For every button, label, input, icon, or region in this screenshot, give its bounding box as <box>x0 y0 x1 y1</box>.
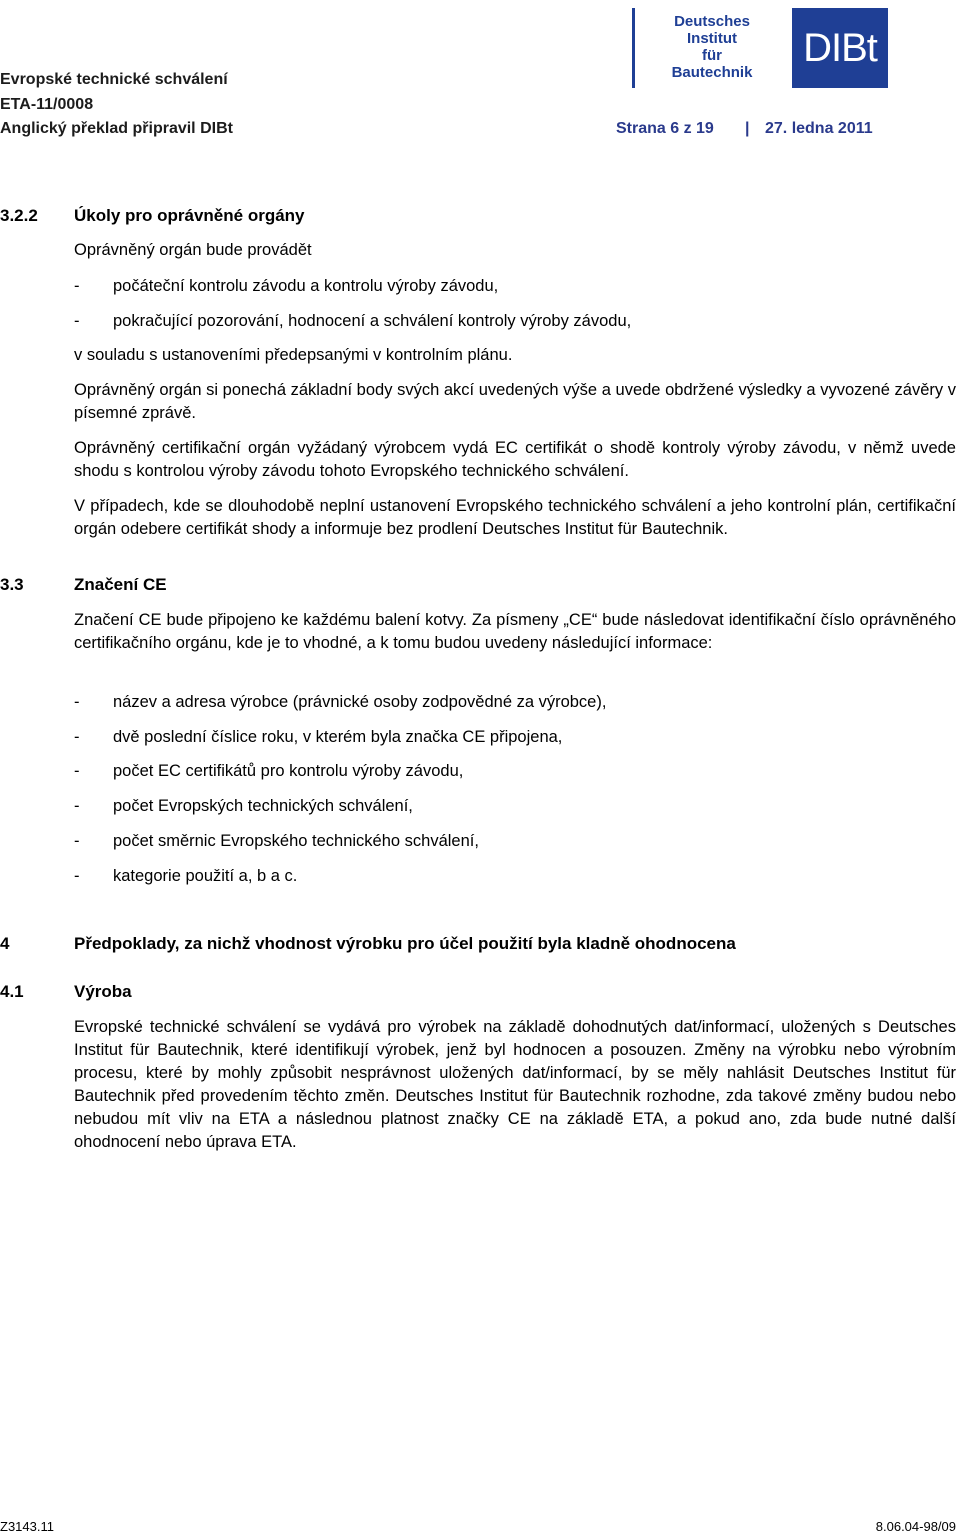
dibt-logo-mark: DIBt <box>803 26 877 70</box>
header-approval-title: Evropské technické schválení <box>0 71 228 88</box>
intro-text: Oprávněný orgán bude provádět <box>74 241 312 259</box>
logo-text-line: Deutsches <box>674 13 750 30</box>
header-translation-note: Anglický překlad připravil DIBt <box>0 120 233 137</box>
section-number: 4 <box>0 934 10 953</box>
section-title: Značení CE <box>74 575 167 594</box>
logo-text-line: Institut <box>687 30 737 47</box>
logo-text-line: für <box>702 47 722 64</box>
list-dash: - <box>74 762 80 780</box>
list-item: počáteční kontrolu závodu a kontrolu výroby závodu, <box>113 277 499 295</box>
list-dash: - <box>74 728 80 746</box>
list-item: název a adresa výrobce (právnické osoby zodpovědné za výrobce), <box>113 693 607 711</box>
header-eta-number: ETA-11/0008 <box>0 96 94 113</box>
list-dash: - <box>74 797 80 815</box>
section-title: Předpoklady, za nichž vhodnost výrobku pro účel použití byla kladně ohodnocena <box>74 934 736 953</box>
list-item: počet Evropských technických schválení, <box>113 797 413 815</box>
list-dash: - <box>74 312 80 330</box>
paragraph: Oprávněný orgán si ponechá základní body svých akcí uvedených výše a uvede obdržené výsledky a vyvozené závěry v písemné zprávě. <box>74 381 956 422</box>
list-dash: - <box>74 693 80 711</box>
list-dash: - <box>74 832 80 850</box>
list-dash: - <box>74 867 80 885</box>
section-number: 3.3 <box>0 575 24 594</box>
logo-institute-text <box>667 13 757 81</box>
header-page-number: Strana 6 z 19 <box>616 120 714 137</box>
section-number: 3.2.2 <box>0 206 38 225</box>
header-date: 27. ledna 2011 <box>765 120 873 137</box>
section-title: Výroba <box>74 982 132 1001</box>
dibt-logo <box>792 8 888 88</box>
footer-document-code: Z3143.11 <box>0 1519 54 1534</box>
list-item: počet směrnic Evropského technického schválení, <box>113 832 479 850</box>
paragraph: V případech, kde se dlouhodobě neplní ustanovení Evropského technického schválení a jeho kontrolní plán, certifikační orgán odebere certifikát shody a informuje bez prodlení Deutsches Institut für Bautechnik. <box>74 497 956 538</box>
list-item: dvě poslední číslice roku, v kterém byla značka CE připojena, <box>113 728 563 746</box>
paragraph: Evropské technické schválení se vydává pro výrobek na základě dohodnutých dat/informací, uložených s Deutsches Institut für Bautechnik, které identifikují výrobek, jenž byl hodnocen a posouzen. Změny na výrobku nebo výrobním procesu, které by mohly způsobit nesprávnost uložených dat/informací, by se měly nahlásit Deutsches Institut für Bautechnik před provedením těchto změn. Deutsches Institut für Bautechnik rozhodne, zda takové změny budou nebo nebudou mít vliv na ETA a následnou platnost značky CE na základě ETA, a pokud ano, zda bude nutné další ohodnocení nebo úprava ETA. <box>74 1018 956 1151</box>
footer-form-code: 8.06.04-98/09 <box>875 1519 956 1534</box>
section-number: 4.1 <box>0 982 24 1001</box>
header-separator: | <box>745 120 750 137</box>
paragraph: Značení CE bude připojeno ke každému balení kotvy. Za písmeny „CE“ bude následovat identifikační číslo oprávněného certifikačního orgánu, kde je to vhodné, a k tomu budou uvedeny následující informace: <box>74 611 956 652</box>
list-dash: - <box>74 277 80 295</box>
list-item: počet EC certifikátů pro kontrolu výroby závodu, <box>113 762 464 780</box>
paragraph: v souladu s ustanoveními předepsanými v kontrolním plánu. <box>74 346 513 364</box>
list-item: pokračující pozorování, hodnocení a schválení kontroly výroby závodu, <box>113 312 632 330</box>
section-title: Úkoly pro oprávněné orgány <box>74 206 305 225</box>
logo-divider <box>632 8 635 88</box>
logo-text-line: Bautechnik <box>671 64 753 81</box>
list-item: kategorie použití a, b a c. <box>113 867 298 885</box>
paragraph: Oprávněný certifikační orgán vyžádaný výrobcem vydá EC certifikát o shodě kontroly výroby závodu, v němž uvede shodu s kontrolou výroby závodu tohoto Evropského technického schválení. <box>74 439 956 480</box>
